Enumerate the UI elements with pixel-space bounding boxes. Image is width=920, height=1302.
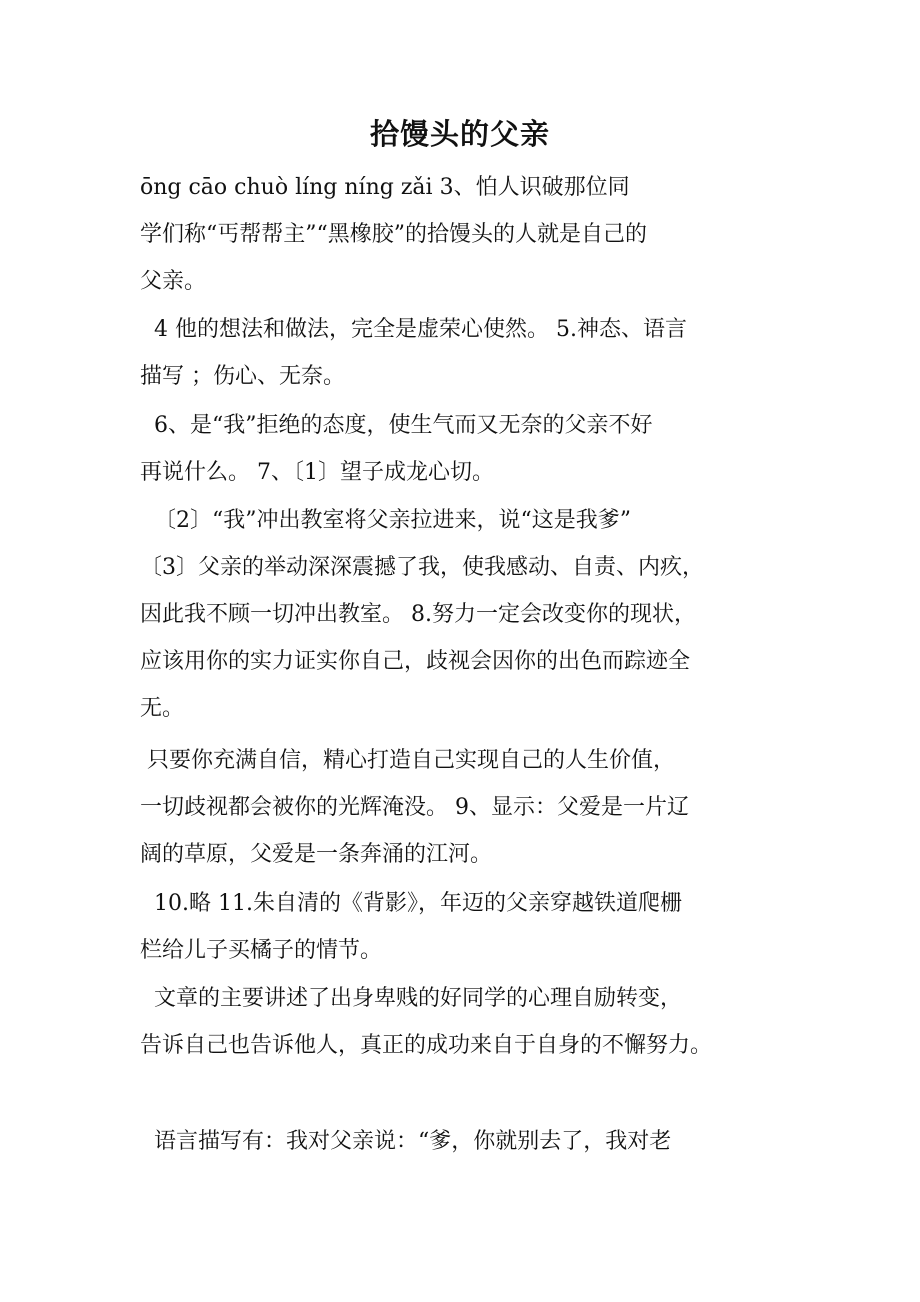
paragraph-line: 应该用你的实力证实你自己，歧视会因你的出色而踪迹全 [140, 649, 691, 674]
paragraph-line: 阔的草原，父爱是一条奔涌的江河。 [140, 842, 493, 867]
paragraph-line: 父亲。 [140, 269, 207, 294]
paragraph-line: ōng cāo chuò líng níng zǎi 3、怕人识破那位同 [140, 175, 630, 200]
paragraph-summary [140, 975, 780, 1069]
paragraph-line: 文章的主要讲述了出身卑贱的好同学的心理自励转变， [140, 986, 682, 1011]
paragraph-line: 语言描写有：我对父亲说：“爹，你就别去了，我对老 [140, 1129, 672, 1154]
paragraph-line: 告诉自己也告诉他人，真正的成功来自于自身的不懈努力。 [140, 1033, 713, 1058]
page-title: 拾馒头的父亲 [369, 117, 550, 151]
paragraph-line: 4 他的想法和做法，完全是虚荣心使然。 5.神态、语言 [140, 317, 687, 342]
paragraph-line: 一切歧视都会被你的光辉淹没。 9、显示：父爱是一片辽 [140, 795, 689, 820]
paragraph-answer-6-7 [140, 402, 780, 496]
paragraph-line: 描写 ；伤心、无奈。 [140, 364, 345, 389]
paragraph-line: 10.略 11.朱自清的《背影》，年迈的父亲穿越铁道爬栅 [140, 891, 682, 916]
paragraph-line: 栏给儿子买橘子的情节。 [140, 938, 383, 963]
paragraph-answer-7-8 [140, 497, 780, 732]
paragraph-answer-10-11 [140, 880, 780, 974]
paragraph-line: 无。 [140, 696, 185, 721]
paragraph-line: 〔2〕“我”冲出教室将父亲拉进来，说“这是我爹” [140, 508, 631, 533]
paragraph-line: 〔3〕父亲的举动深深震撼了我，使我感动、自责、内疚， [140, 555, 704, 580]
paragraph-line: 再说什么。 7、〔1〕望子成龙心切。 [140, 460, 494, 485]
paragraph-language-description [140, 1118, 780, 1165]
paragraph-answer-4-5 [140, 306, 780, 400]
paragraph-line: 6、是“我”拒绝的态度，使生气而又无奈的父亲不好 [140, 413, 653, 438]
paragraph-line: 因此我不顾一切冲出教室。 8.努力一定会改变你的现状， [140, 602, 696, 627]
paragraph-line: 只要你充满自信，精心打造自己实现自己的人生价值， [140, 748, 675, 773]
paragraph-line: 学们称“丐帮帮主”“黑橡胶”的拾馒头的人就是自己的 [140, 222, 647, 247]
paragraph-answer-3 [140, 164, 780, 305]
paragraph-answer-9 [140, 737, 780, 878]
